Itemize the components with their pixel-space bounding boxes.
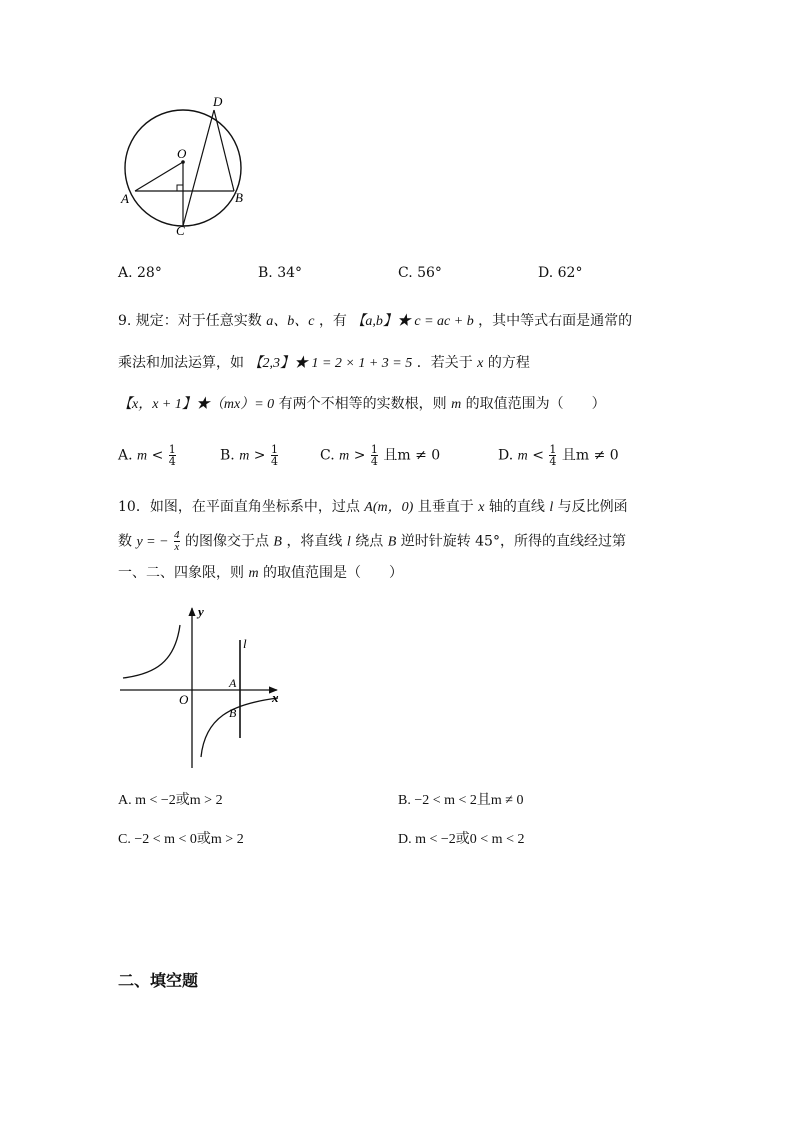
q9-text: ，其中等式右面是通常的 (478, 313, 633, 329)
q10-line-2 (118, 530, 626, 553)
q9-text: 乘法和加法运算，如 (118, 355, 244, 371)
q9-text: 有两个不相等的实数根，则 (278, 396, 447, 412)
axis-label-x: x (272, 690, 279, 705)
option-sym: > (253, 447, 266, 464)
q9-vars: a、b、c (266, 314, 315, 329)
q10-var-b: B (387, 534, 397, 550)
option-sym: > (353, 447, 366, 464)
q10-text: 数 (118, 533, 132, 550)
q10-var-x: x (478, 500, 485, 515)
frac-den: 4 (370, 455, 378, 468)
q9-option-c (320, 444, 440, 467)
q8-option-c: C. 56° (398, 265, 442, 281)
q9-option-d (498, 444, 619, 467)
frac-den: 4 (270, 455, 278, 468)
q10-var-l: l (346, 534, 351, 550)
frac-num: 1 (549, 443, 557, 456)
q9-line-1 (118, 311, 632, 332)
line-label-l: l (243, 636, 247, 651)
fraction (174, 530, 180, 553)
q10-text: 且垂直于 (417, 499, 474, 515)
label-D: D (213, 94, 223, 109)
q9-text: ，有 (318, 313, 347, 329)
q9-line-2 (118, 353, 530, 374)
q10-point-a: A(m，0) (364, 500, 414, 515)
option-sym: < (532, 447, 544, 464)
point-label-b: B (229, 706, 237, 720)
frac-den: x (174, 541, 180, 553)
frac-den: 4 (549, 455, 557, 468)
q10-var-m: m (248, 566, 259, 581)
q10-text: 与反比例函 (557, 499, 628, 515)
label-A: A (121, 191, 129, 206)
option-math: m (339, 448, 350, 464)
q9-option-a (118, 444, 177, 467)
q9-option-b (220, 444, 279, 467)
q9-text: 的方程 (487, 355, 530, 371)
section-heading: 二、填空题 (118, 971, 199, 990)
q9-var-m: m (451, 397, 462, 412)
frac-den: 4 (168, 455, 176, 468)
q10-text: 10．如图，在平面直角坐标系中，过点 (118, 499, 360, 515)
point-label-a: A (229, 676, 237, 690)
q10-text: 一、二、四象限，则 (118, 565, 244, 581)
coordinate-figure (115, 600, 290, 772)
option-math: m (137, 448, 148, 464)
option-label: D. (498, 447, 514, 464)
q10-line-1 (118, 497, 628, 518)
q9-line-3 (118, 394, 606, 415)
axis-label-y: y (198, 604, 204, 619)
q10-var-b: B (273, 534, 282, 550)
option-math: m (517, 448, 528, 464)
option-label: B. (220, 447, 235, 464)
q10-text: 轴的直线 (488, 499, 545, 515)
q9-equation: 【x，x + 1】★（mx）= 0 (118, 397, 275, 412)
q9-definition: 【a,b】★ c = ac + b (351, 314, 474, 329)
frac-num: 1 (168, 443, 176, 456)
q10-text: ，将直线 (286, 533, 343, 550)
q10-text: 绕点 (355, 533, 384, 550)
fraction (549, 444, 556, 467)
q8-option-a: A. 28° (118, 265, 162, 281)
q8-option-b: B. 34° (258, 265, 303, 281)
label-C: C (176, 223, 185, 238)
frac-num: 1 (370, 443, 378, 456)
q10-var-l: l (549, 500, 554, 515)
fraction (271, 444, 278, 467)
q10-option-d: D. m < −2或0 < m < 2 (398, 832, 525, 847)
option-cond: 且m ≠ 0 (383, 447, 441, 464)
frac-num: 1 (270, 443, 278, 456)
q10-text: 逆时针旋转 45°，所得的直线经过第 (400, 533, 626, 550)
q9-var-x: x (477, 356, 484, 371)
fraction (169, 444, 176, 467)
option-math: m (239, 448, 250, 464)
q10-line-3 (118, 563, 403, 584)
circle-figure (112, 92, 257, 242)
option-sym: < (151, 447, 164, 464)
q10-function: y = − (136, 534, 169, 550)
q9-example: 【2,3】★ 1 = 2 × 1 + 3 = 5 (248, 356, 413, 371)
q9-text: 9. 规定：对于任意实数 (118, 313, 262, 329)
option-cond: 且m ≠ 0 (561, 447, 619, 464)
fraction (371, 444, 378, 467)
label-O: O (177, 146, 187, 161)
frac-num: 4 (174, 529, 180, 541)
option-label: C. (320, 447, 335, 464)
q9-text: ．若关于 (416, 355, 473, 371)
q10-option-b: B. −2 < m < 2且m ≠ 0 (398, 793, 524, 808)
q10-text: 的图像交于点 (184, 533, 269, 550)
q9-text: 的取值范围为（ ） (465, 396, 606, 412)
label-B: B (235, 190, 243, 205)
q10-text: 的取值范围是（ ） (263, 565, 404, 581)
origin-label: O (179, 692, 189, 707)
q10-option-a: A. m < −2或m > 2 (118, 793, 223, 808)
q8-option-d: D. 62° (538, 265, 583, 281)
option-label: A. (118, 447, 133, 464)
q10-option-c: C. −2 < m < 0或m > 2 (118, 832, 244, 847)
